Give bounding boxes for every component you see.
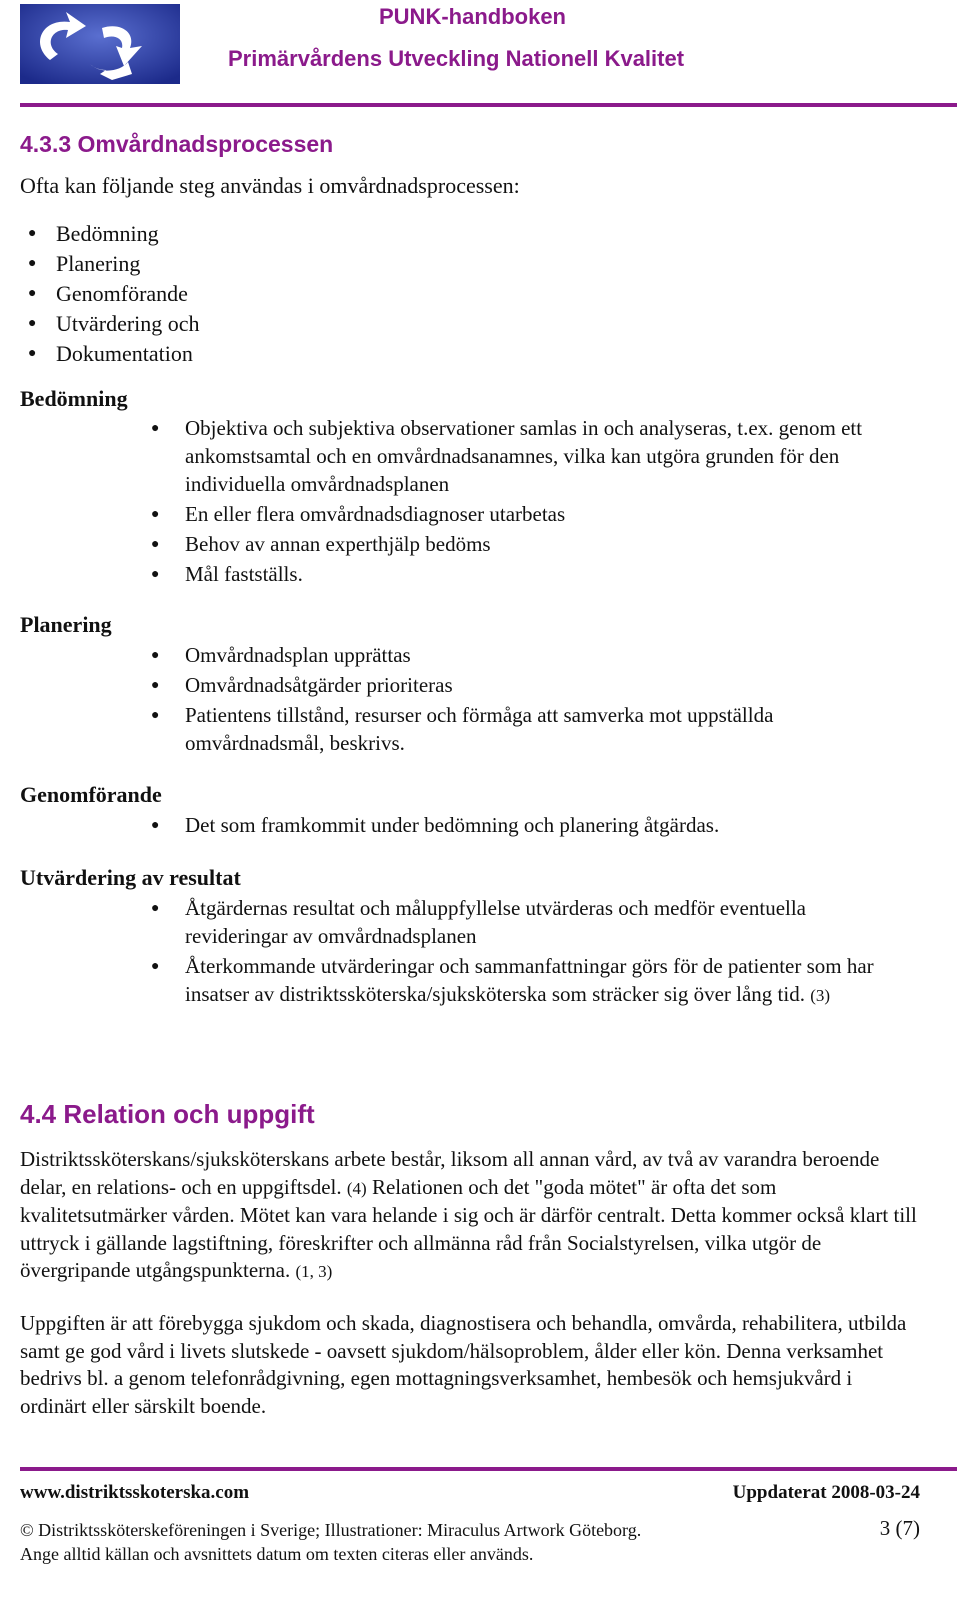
list-item: ● Omvårdnadsåtgärder prioriteras [185,671,905,699]
section-heading-44: 4.4 Relation och uppgift [20,1099,315,1129]
list-item: ● Planering [56,249,200,279]
list-item: ● Objektiva och subjektiva observationer samlas in och analyseras, t.ex. genom ett ankomstsamtal och en omvårdnadsanamnes, vilka kan utgöra grunden för den individuella omvårdnadsplanen [151,416,863,496]
planering-list [151,641,905,759]
utvardering-label: Utvärdering av resultat [20,865,241,890]
genomforande-label: Genomförande [20,782,162,807]
logo [20,4,180,84]
footer-divider [20,1467,957,1471]
reference-marker: (1, 3) [295,1262,333,1281]
reference-marker: (4) [346,1178,367,1198]
header-title: PUNK-handboken [379,4,566,29]
list-item: ● Återkommande utvärderingar och sammanfattningar görs för de patienter som har insatser av distriktssköterska/sjuksköterska som sträcker sig över lång tid. (3) [151,954,874,1006]
bullet-icon: ● [28,256,37,271]
reference-marker: (3) [810,986,831,1005]
section-heading-433: 4.3.3 Omvårdnadsprocessen [20,131,334,157]
bullet-icon: ● [151,678,160,693]
bullet-icon: ● [151,708,160,723]
list-item: ● Patientens tillstånd, resurser och förmåga att samverka mot uppställda omvårdnadsmål, beskrivs. [151,703,774,755]
bullet-icon: ● [28,226,37,241]
bullet-icon: ● [151,507,160,522]
bullet-icon: ● [151,421,160,436]
utvardering-list [151,894,905,1012]
footer-url-link[interactable]: www.distriktsskoterska.com [20,1482,250,1503]
genomforande-list [151,811,905,841]
list-item: ● Det som framkommit under bedömning och planering åtgärdas. [185,811,905,839]
bullet-icon: ● [28,346,37,361]
bedomning-label: Bedömning [20,386,128,411]
list-item: ● Utvärdering och [56,309,200,339]
footer-copyright: © Distriktssköterskeföreningen i Sverige; Illustrationer: Miraculus Artwork Göteborg. [20,1520,642,1540]
bullet-icon: ● [28,286,37,301]
list-item: ● Omvårdnadsplan upprättas [185,641,905,669]
bullet-icon: ● [151,901,160,916]
bedomning-list [151,414,905,590]
footer-updated-date: Uppdaterat 2008-03-24 [732,1482,920,1503]
bullet-icon: ● [151,567,160,582]
list-item: ● Mål fastställs. [185,560,905,588]
list-item: ● En eller flera omvårdnadsdiagnoser utarbetas [185,500,905,528]
paragraph-uppgift: Uppgiften är att förebygga sjukdom och skada, diagnostisera och behandla, omvårda, rehabilitera, utbilda samt ge god vård i livets slutskede - oavsett sjukdom/hälsoproblem, ålder eller kön. Denna verksamhet bedrivs bl. a genom telefonrådgivning, egen mottagningsverksamhet, hembesök och hemsjukvård i ordinärt eller särskilt boende. [20,1311,907,1418]
bullet-icon: ● [151,959,160,974]
list-item: ● Åtgärdernas resultat och måluppfyllelse utvärderas och medför eventuella revideringar av omvårdnadsplanen [151,896,807,948]
steps-list [28,219,200,369]
bullet-icon: ● [28,316,37,331]
page-number: 3 (7) [879,1516,920,1540]
bullet-icon: ● [151,818,160,833]
planering-label: Planering [20,612,112,637]
bullet-icon: ● [151,648,160,663]
list-item: ● Genomförande [56,279,200,309]
list-item: ● Bedömning [56,219,200,249]
bullet-icon: ● [151,537,160,552]
footer-citation-note: Ange alltid källan och avsnittets datum om texten citeras eller används. [20,1544,534,1564]
section-intro: Ofta kan följande steg användas i omvårdnadsprocessen: [20,173,520,198]
header-subtitle: Primärvårdens Utveckling Nationell Kvalitet [228,46,685,71]
header-divider [20,103,957,107]
list-item: ● Dokumentation [56,339,200,369]
paragraph-relation: Distriktssköterskans/sjuksköterskans arbete består, liksom all annan vård, av två av varandra beroende delar, en relations- och en uppgiftsdel. (4) Relationen och det "goda mötet" är ofta det som kvalitetsutmärker vården. Mötet kan vara helande i sig och är därför centralt. Detta kommer också klart till uttryck i gällande lagstiftning, föreskrifter och allmänna råd från Socialstyrelsen, vilka utgör de övergripande utgångspunkterna. (1, 3) [20,1147,917,1282]
list-item: ● Behov av annan experthjälp bedöms [185,530,905,558]
